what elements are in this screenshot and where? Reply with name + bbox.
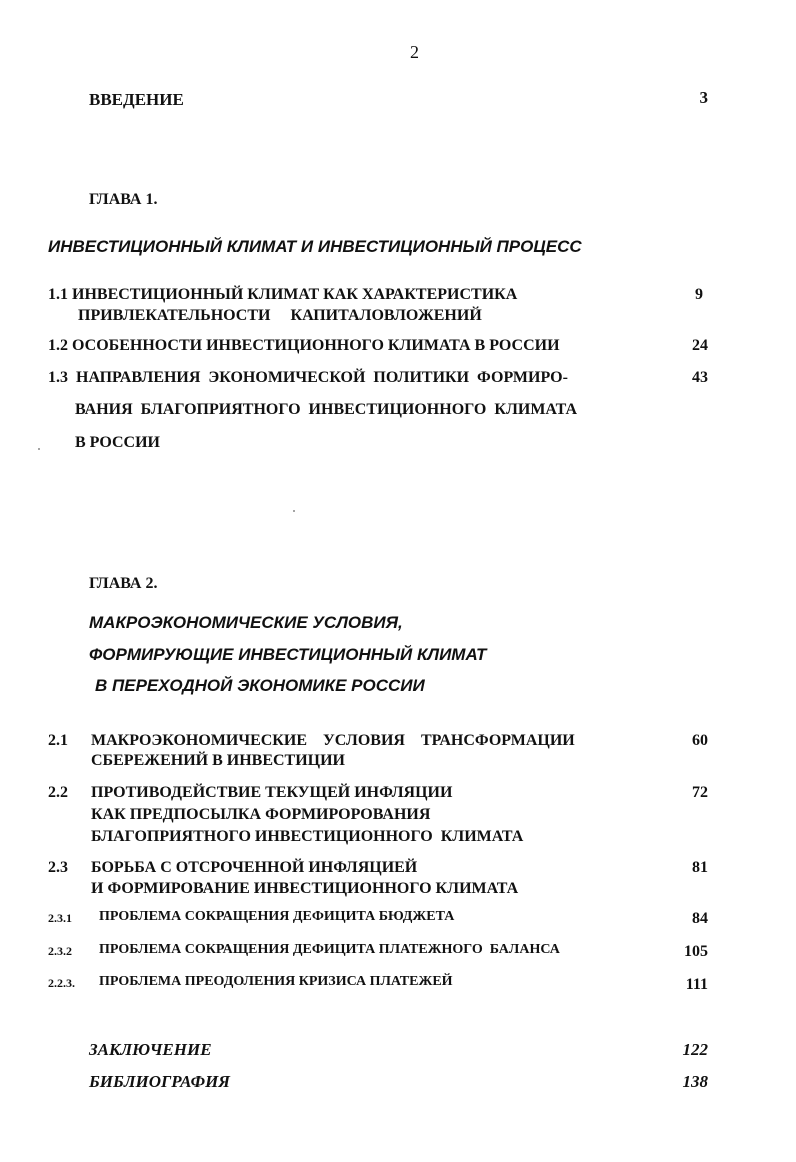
toc-2-2-3-number: 2.2.3.	[48, 976, 75, 990]
toc-2-3-line1: БОРЬБА С ОТСРОЧЕННОЙ ИНФЛЯЦИЕЙ	[91, 859, 418, 876]
toc-2-3-2-number: 2.3.2	[48, 944, 72, 958]
toc-1-3-line1: 1.3 НАПРАВЛЕНИЯ ЭКОНОМИЧЕСКОЙ ПОЛИТИКИ ФОРМИРО-	[48, 369, 568, 386]
toc-2-1-line1: МАКРОЭКОНОМИЧЕСКИЕ УСЛОВИЯ ТРАНСФОРМАЦИИ	[91, 732, 575, 749]
chapter2-title-line3: В ПЕРЕХОДНОЙ ЭКОНОМИКЕ РОССИИ	[95, 676, 425, 695]
toc-2-1-page: 60	[692, 732, 708, 749]
toc-1-1-page: 9	[695, 286, 703, 303]
toc-conclusion-page: 122	[682, 1040, 708, 1059]
toc-2-2-line2: КАК ПРЕДПОСЫЛКА ФОРМИРОРОВАНИЯ	[91, 806, 431, 823]
chapter1-title: ИНВЕСТИЦИОННЫЙ КЛИМАТ И ИНВЕСТИЦИОННЫЙ ПРОЦЕСС	[48, 237, 582, 256]
scan-speck	[293, 510, 295, 512]
toc-1-1-line1: 1.1 ИНВЕСТИЦИОННЫЙ КЛИМАТ КАК ХАРАКТЕРИСТИКА	[48, 286, 518, 303]
toc-2-1-number: 2.1	[48, 732, 68, 749]
toc-conclusion-label: ЗАКЛЮЧЕНИЕ	[89, 1040, 212, 1059]
toc-bibliography-label: БИБЛИОГРАФИЯ	[89, 1072, 231, 1091]
toc-2-2-3-page: 111	[685, 976, 708, 993]
toc-2-3-2-page: 105	[684, 943, 708, 960]
toc-2-3-number: 2.3	[48, 859, 68, 876]
toc-intro-page: 3	[699, 88, 708, 107]
toc-2-3-line2: И ФОРМИРОВАНИЕ ИНВЕСТИЦИОННОГО КЛИМАТА	[91, 880, 519, 897]
toc-intro-label: ВВЕДЕНИЕ	[89, 90, 184, 109]
toc-2-2-number: 2.2	[48, 784, 68, 801]
toc-2-3-1-number: 2.3.1	[48, 911, 72, 925]
toc-2-2-3-label: ПРОБЛЕМА ПРЕОДОЛЕНИЯ КРИЗИСА ПЛАТЕЖЕЙ	[99, 974, 453, 989]
toc-2-3-2-label: ПРОБЛЕМА СОКРАЩЕНИЯ ДЕФИЦИТА ПЛАТЕЖНОГО БАЛАНСА	[99, 942, 560, 957]
toc-1-2-page: 24	[692, 337, 708, 354]
toc-1-3-page: 43	[692, 369, 708, 386]
chapter2-heading: ГЛАВА 2.	[89, 575, 158, 592]
toc-2-3-page: 81	[692, 859, 708, 876]
chapter2-title-line1: МАКРОЭКОНОМИЧЕСКИЕ УСЛОВИЯ,	[89, 613, 403, 632]
toc-1-3-line2: ВАНИЯ БЛАГОПРИЯТНОГО ИНВЕСТИЦИОННОГО КЛИМАТА	[75, 401, 578, 418]
toc-2-2-page: 72	[692, 784, 708, 801]
chapter2-title-line2: ФОРМИРУЮЩИЕ ИНВЕСТИЦИОННЫЙ КЛИМАТ	[89, 645, 487, 664]
toc-2-2-line1: ПРОТИВОДЕЙСТВИЕ ТЕКУЩЕЙ ИНФЛЯЦИИ	[91, 784, 453, 801]
toc-2-1-line2: СБЕРЕЖЕНИЙ В ИНВЕСТИЦИИ	[91, 752, 345, 769]
toc-1-1-line2: ПРИВЛЕКАТЕЛЬНОСТИ КАПИТАЛОВЛОЖЕНИЙ	[78, 307, 482, 324]
toc-2-3-1-label: ПРОБЛЕМА СОКРАЩЕНИЯ ДЕФИЦИТА БЮДЖЕТА	[99, 909, 455, 924]
scan-speck	[38, 448, 40, 450]
toc-bibliography-page: 138	[682, 1072, 708, 1091]
chapter1-heading: ГЛАВА 1.	[89, 191, 158, 208]
toc-1-2-line1: 1.2 ОСОБЕННОСТИ ИНВЕСТИЦИОННОГО КЛИМАТА В РОССИИ	[48, 337, 560, 354]
page-number: 2	[410, 42, 419, 62]
toc-2-2-line3: БЛАГОПРИЯТНОГО ИНВЕСТИЦИОННОГО КЛИМАТА	[91, 828, 524, 845]
toc-2-3-1-page: 84	[692, 910, 708, 927]
toc-1-3-line3: В РОССИИ	[75, 434, 160, 451]
